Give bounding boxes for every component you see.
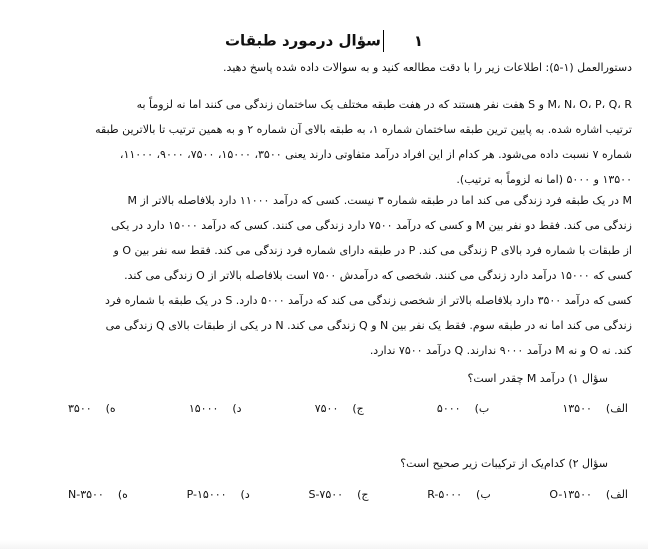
- section-heading: [0, 30, 648, 52]
- page-cutoff: [0, 540, 648, 549]
- option-d: [189, 402, 242, 415]
- section-title: سؤال درمورد طبقات: [224, 31, 381, 50]
- option-b: [427, 488, 490, 501]
- paragraph-line: کسی که ۱۵۰۰۰ درآمد دارد زندگی می کنند. شخصی که درآمدش ۷۵۰۰ است بلافاصله بالاتر از O زندگی می کند.: [124, 269, 632, 282]
- option-value: ۱۵۰۰۰: [188, 402, 219, 415]
- text-cursor: [383, 30, 384, 52]
- paragraph-line: زندگی می کند اما نه در طبقه سوم. فقط یک نفر بین N و Q زندگی می کند. N در یکی از طبقات بالای Q زندگی می: [105, 319, 632, 332]
- option-c: [315, 402, 364, 415]
- paragraph-line: از طبقات با شماره فرد بالای P زندگی می کند. P در طبقه دارای شماره فرد زندگی می کند. فقط سه نفر بین O و: [113, 244, 632, 257]
- option-a: [562, 402, 628, 415]
- option-label: د): [232, 402, 242, 415]
- question-2: سؤال ۲) کدام‌یک از ترکیبات زیر صحیح است؟: [400, 457, 608, 470]
- option-label: د): [240, 488, 250, 501]
- option-label: ج): [352, 402, 364, 415]
- paragraph-line: M، N، O، P، Q، R و S هفت نفر هستند که در هفت طبقه مختلف یک ساختمان زندگی می کنند اما نه لزوماً به: [136, 98, 632, 111]
- option-label: ب): [476, 488, 491, 501]
- paragraph-line: شماره ۷ نسبت داده می‌شود. هر کدام از این افراد درآمد متفاوتی دارند یعنی ۳۵۰۰، ۱۵۰۰۰، ۷۵۰۰، ۹۰۰۰، ۱۱۰۰۰،: [119, 148, 632, 161]
- paragraph-line: ۱۳۵۰۰ و ۵۰۰۰ (اما نه لزوماً به ترتیب).: [456, 173, 632, 186]
- option-label: ه): [117, 488, 128, 501]
- question-1: سؤال ۱) درآمد M چقدر است؟: [467, 372, 608, 385]
- section-title-wrap: [225, 30, 386, 52]
- paragraph-line: کند. نه O و نه M درآمد ۹۰۰۰ ندارند. Q درآمد ۷۵۰۰ ندارد.: [369, 344, 632, 357]
- instructions: دستورالعمل (۱-۵): اطلاعات زیر را با دقت مطالعه کنید و به سوالات داده شده پاسخ دهید.: [223, 61, 632, 74]
- option-e: [68, 402, 116, 415]
- option-value: R-۵۰۰۰: [427, 488, 463, 501]
- option-e: [68, 488, 128, 501]
- option-b: [437, 402, 489, 415]
- option-label: ج): [357, 488, 369, 501]
- section-number: ۱: [413, 31, 424, 50]
- option-value: P-۱۵۰۰۰: [186, 488, 227, 501]
- option-value: ۵۰۰۰: [436, 402, 461, 415]
- question-1-options: [68, 402, 628, 415]
- paragraph-line: M در یک طبقه فرد زندگی می کند اما در طبقه شماره ۳ نیست. کسی که درآمد ۱۱۰۰۰ دارد بلافاصله بالاتر از M: [127, 194, 632, 207]
- option-label: ه): [105, 402, 116, 415]
- option-d: [187, 488, 250, 501]
- option-value: O-۱۳۵۰۰: [549, 488, 592, 501]
- paragraph-intro: [12, 92, 632, 192]
- option-a: [549, 488, 628, 501]
- paragraph-line: زندگی می کند. فقط دو نفر بین M و کسی که درآمد ۷۵۰۰ دارد زندگی می کنند. کسی که درآمد ۱۵۰۰۰ دارد در یکی: [111, 219, 632, 232]
- option-label: الف): [605, 402, 628, 415]
- option-value: ۷۵۰۰: [314, 402, 339, 415]
- paragraph-clues: [12, 188, 632, 363]
- option-value: N-۳۵۰۰: [68, 488, 104, 501]
- option-value: ۳۵۰۰: [68, 402, 92, 415]
- option-c: [308, 488, 368, 501]
- option-label: الف): [605, 488, 628, 501]
- question-2-options: [68, 488, 628, 501]
- paragraph-line: کسی که درآمد ۳۵۰۰ دارد بلافاصله بالاتر از شخصی زندگی می کند که درآمد ۵۰۰۰ دارد. S در یک طبقه با شماره فرد: [105, 294, 632, 307]
- paragraph-line: ترتیب اشاره شده. به پایین ترین طبقه ساختمان شماره ۱، به طبقه بالای آن شماره ۲ و به همین ترتیب تا بالاترین طبقه: [95, 123, 632, 136]
- option-value: S-۷۵۰۰: [308, 488, 344, 501]
- option-value: ۱۳۵۰۰: [562, 402, 592, 415]
- option-label: ب): [474, 402, 490, 415]
